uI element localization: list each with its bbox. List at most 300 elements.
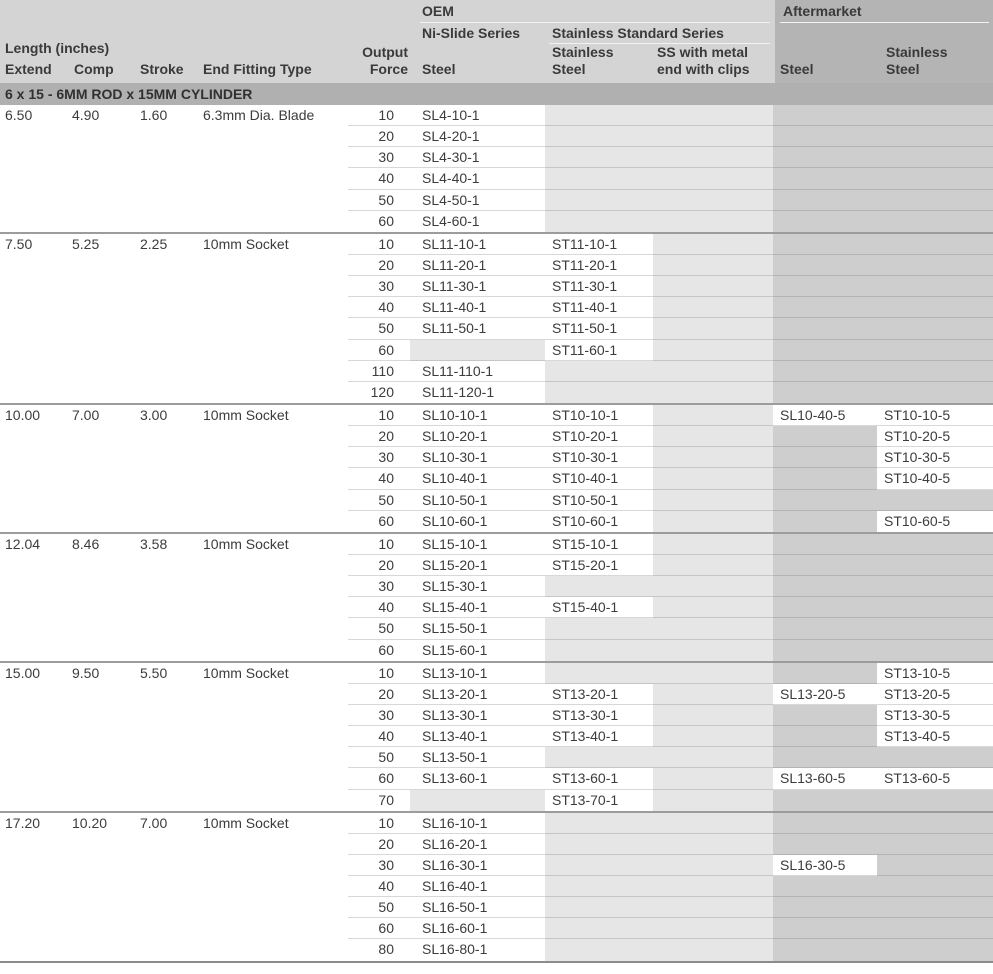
cell-output-force: 60 <box>348 640 410 661</box>
cell-stroke <box>135 597 200 618</box>
cell-stroke <box>135 684 200 705</box>
cell-comp <box>67 490 135 511</box>
cell-end-fitting: 10mm Socket <box>200 813 348 834</box>
table-row <box>0 705 993 726</box>
cell-output-force: 80 <box>348 939 410 960</box>
cell-oem-steel-part: SL13-60-1 <box>410 768 545 789</box>
cell-stroke <box>135 726 200 747</box>
cell-aftermarket-steel-part <box>773 468 877 489</box>
oem-section-label: OEM <box>422 3 454 19</box>
cell-stroke <box>135 834 200 855</box>
cell-aftermarket-steel-part <box>773 534 877 555</box>
cell-aftermarket-steel-part <box>773 340 877 361</box>
cell-aftermarket-stainless-part: ST10-30-5 <box>877 447 993 468</box>
cell-aftermarket-stainless-part <box>877 640 993 661</box>
cell-oem-steel-part: SL15-50-1 <box>410 618 545 639</box>
cell-extend <box>0 468 67 489</box>
cell-extend <box>0 490 67 511</box>
cell-end-fitting <box>200 168 348 189</box>
column-header-aftermarket-steel: Steel <box>780 61 814 77</box>
cell-comp <box>67 834 135 855</box>
column-header-end-fitting-type: End Fitting Type <box>203 61 312 77</box>
table-row <box>0 747 993 768</box>
cell-end-fitting <box>200 705 348 726</box>
column-header-aftermarket-stainless-steel: Stainless Steel <box>886 44 948 77</box>
cell-output-force: 50 <box>348 490 410 511</box>
cell-stroke <box>135 382 200 403</box>
cell-ss-metal-clips-part <box>653 684 773 705</box>
cell-oem-steel-part: SL4-60-1 <box>410 211 545 232</box>
cell-aftermarket-stainless-part <box>877 618 993 639</box>
cell-extend <box>0 318 67 339</box>
cell-oem-steel-part: SL16-80-1 <box>410 939 545 960</box>
cell-oem-stainless-part <box>545 190 653 211</box>
cell-oem-stainless-part: ST13-60-1 <box>545 768 653 789</box>
cell-oem-stainless-part: ST10-20-1 <box>545 426 653 447</box>
cell-output-force: 60 <box>348 211 410 232</box>
cell-ss-metal-clips-part <box>653 255 773 276</box>
cell-oem-steel-part: SL16-60-1 <box>410 918 545 939</box>
cell-stroke <box>135 705 200 726</box>
cell-aftermarket-stainless-part <box>877 855 993 876</box>
cell-stroke <box>135 747 200 768</box>
cell-stroke <box>135 768 200 789</box>
cell-extend <box>0 126 67 147</box>
cell-output-force: 30 <box>348 147 410 168</box>
cell-stroke <box>135 939 200 960</box>
cell-oem-steel-part: SL16-20-1 <box>410 834 545 855</box>
table-row <box>0 318 993 339</box>
cell-ss-metal-clips-part <box>653 190 773 211</box>
cell-aftermarket-steel-part <box>773 255 877 276</box>
cell-oem-steel-part: SL4-50-1 <box>410 190 545 211</box>
cell-output-force: 20 <box>348 126 410 147</box>
cell-oem-steel-part: SL11-40-1 <box>410 297 545 318</box>
cell-end-fitting <box>200 447 348 468</box>
cell-stroke <box>135 790 200 811</box>
cell-oem-stainless-part: ST10-60-1 <box>545 511 653 532</box>
length-inches-label: Length (inches) <box>5 40 110 56</box>
cell-extend <box>0 426 67 447</box>
cell-aftermarket-stainless-part <box>877 939 993 960</box>
cell-aftermarket-stainless-part <box>877 555 993 576</box>
cell-oem-stainless-part <box>545 747 653 768</box>
cell-aftermarket-stainless-part <box>877 490 993 511</box>
cell-ss-metal-clips-part <box>653 918 773 939</box>
cell-oem-stainless-part <box>545 918 653 939</box>
table-row <box>0 468 993 489</box>
table-row <box>0 255 993 276</box>
cell-output-force: 40 <box>348 876 410 897</box>
cell-stroke <box>135 147 200 168</box>
cell-extend <box>0 276 67 297</box>
table-row <box>0 168 993 189</box>
cell-comp <box>67 747 135 768</box>
table-row <box>0 555 993 576</box>
cell-stroke <box>135 918 200 939</box>
cell-aftermarket-stainless-part <box>877 276 993 297</box>
cell-ss-metal-clips-part <box>653 790 773 811</box>
cell-aftermarket-stainless-part <box>877 361 993 382</box>
cell-ss-metal-clips-part <box>653 147 773 168</box>
cell-oem-steel-part: SL15-40-1 <box>410 597 545 618</box>
cell-stroke: 7.00 <box>135 813 200 834</box>
cell-stroke <box>135 426 200 447</box>
cell-aftermarket-steel-part <box>773 555 877 576</box>
cell-extend <box>0 790 67 811</box>
table-row <box>0 105 993 126</box>
cell-aftermarket-stainless-part <box>877 790 993 811</box>
cell-ss-metal-clips-part <box>653 105 773 126</box>
cell-stroke <box>135 297 200 318</box>
cell-output-force: 70 <box>348 790 410 811</box>
cell-extend <box>0 705 67 726</box>
cell-oem-steel-part: SL11-50-1 <box>410 318 545 339</box>
cell-aftermarket-stainless-part <box>877 597 993 618</box>
cell-ss-metal-clips-part <box>653 768 773 789</box>
cell-oem-steel-part: SL11-30-1 <box>410 276 545 297</box>
cell-ss-metal-clips-part <box>653 468 773 489</box>
cell-aftermarket-steel-part <box>773 597 877 618</box>
cell-extend <box>0 855 67 876</box>
column-header-oem-steel: Steel <box>422 61 456 77</box>
cell-aftermarket-stainless-part: ST10-40-5 <box>877 468 993 489</box>
cell-output-force: 50 <box>348 318 410 339</box>
column-header-oem-stainless-steel: Stainless Steel <box>552 44 614 77</box>
cell-ss-metal-clips-part <box>653 382 773 403</box>
cell-aftermarket-stainless-part: ST10-10-5 <box>877 405 993 426</box>
table-row <box>0 576 993 597</box>
cell-extend: 17.20 <box>0 813 67 834</box>
table-row <box>0 939 993 960</box>
cell-ss-metal-clips-part <box>653 534 773 555</box>
cell-aftermarket-stainless-part <box>877 234 993 255</box>
cell-extend <box>0 618 67 639</box>
cell-oem-stainless-part <box>545 813 653 834</box>
cell-extend: 7.50 <box>0 234 67 255</box>
cell-comp: 4.90 <box>67 105 135 126</box>
column-header-ss-with-metal-end: SS with metal end with clips <box>657 44 750 77</box>
cell-aftermarket-steel-part <box>773 618 877 639</box>
cell-oem-steel-part: SL16-40-1 <box>410 876 545 897</box>
cell-comp <box>67 855 135 876</box>
table-row <box>0 897 993 918</box>
cell-extend: 15.00 <box>0 663 67 684</box>
cell-stroke <box>135 447 200 468</box>
cell-comp <box>67 555 135 576</box>
cell-aftermarket-steel-part <box>773 640 877 661</box>
cell-end-fitting <box>200 340 348 361</box>
product-group <box>0 661 993 811</box>
cell-aftermarket-stainless-part <box>877 834 993 855</box>
cell-oem-stainless-part: ST13-30-1 <box>545 705 653 726</box>
table-row <box>0 276 993 297</box>
cell-end-fitting <box>200 597 348 618</box>
cell-comp <box>67 576 135 597</box>
cell-aftermarket-steel-part <box>773 511 877 532</box>
cell-extend <box>0 576 67 597</box>
cell-aftermarket-stainless-part <box>877 190 993 211</box>
cell-end-fitting <box>200 918 348 939</box>
section-header: 6 x 15 - 6MM ROD x 15MM CYLINDER <box>0 83 993 105</box>
cell-oem-stainless-part <box>545 640 653 661</box>
cell-ss-metal-clips-part <box>653 234 773 255</box>
cell-aftermarket-stainless-part: ST13-60-5 <box>877 768 993 789</box>
cell-oem-stainless-part <box>545 105 653 126</box>
cell-output-force: 10 <box>348 405 410 426</box>
cell-extend <box>0 897 67 918</box>
cell-oem-steel-part: SL15-60-1 <box>410 640 545 661</box>
cell-ss-metal-clips-part <box>653 447 773 468</box>
cell-output-force: 40 <box>348 297 410 318</box>
cell-end-fitting <box>200 511 348 532</box>
cell-comp: 10.20 <box>67 813 135 834</box>
cell-output-force: 30 <box>348 447 410 468</box>
stainless-standard-series-label: Stainless Standard Series <box>552 25 724 41</box>
cell-extend <box>0 190 67 211</box>
cell-oem-steel-part: SL13-40-1 <box>410 726 545 747</box>
cell-oem-steel-part: SL15-30-1 <box>410 576 545 597</box>
cell-comp <box>67 382 135 403</box>
cell-comp <box>67 276 135 297</box>
cell-extend <box>0 876 67 897</box>
cell-end-fitting <box>200 318 348 339</box>
cell-stroke: 2.25 <box>135 234 200 255</box>
cell-comp <box>67 618 135 639</box>
cell-aftermarket-stainless-part: ST13-40-5 <box>877 726 993 747</box>
cell-oem-stainless-part: ST11-60-1 <box>545 340 653 361</box>
cell-oem-steel-part: SL11-110-1 <box>410 361 545 382</box>
cell-output-force: 30 <box>348 576 410 597</box>
cell-comp <box>67 211 135 232</box>
cell-end-fitting: 10mm Socket <box>200 234 348 255</box>
cell-ss-metal-clips-part <box>653 555 773 576</box>
cell-stroke <box>135 897 200 918</box>
cell-oem-stainless-part: ST15-40-1 <box>545 597 653 618</box>
cell-end-fitting: 6.3mm Dia. Blade <box>200 105 348 126</box>
cell-oem-stainless-part: ST11-40-1 <box>545 297 653 318</box>
cell-stroke <box>135 168 200 189</box>
cell-aftermarket-steel-part <box>773 705 877 726</box>
cell-output-force: 50 <box>348 897 410 918</box>
cell-extend <box>0 747 67 768</box>
cell-oem-steel-part: SL11-120-1 <box>410 382 545 403</box>
cell-extend <box>0 684 67 705</box>
cell-aftermarket-steel-part <box>773 876 877 897</box>
cell-aftermarket-steel-part: SL10-40-5 <box>773 405 877 426</box>
cell-aftermarket-steel-part <box>773 790 877 811</box>
cell-output-force: 30 <box>348 705 410 726</box>
cell-ss-metal-clips-part <box>653 405 773 426</box>
ni-slide-series-label: Ni-Slide Series <box>422 25 521 41</box>
cell-ss-metal-clips-part <box>653 297 773 318</box>
cell-oem-steel-part: SL13-20-1 <box>410 684 545 705</box>
cell-aftermarket-stainless-part: ST10-20-5 <box>877 426 993 447</box>
cell-oem-stainless-part: ST11-10-1 <box>545 234 653 255</box>
table-row <box>0 382 993 403</box>
cell-stroke <box>135 876 200 897</box>
cell-aftermarket-stainless-part: ST13-10-5 <box>877 663 993 684</box>
cell-ss-metal-clips-part <box>653 747 773 768</box>
table-row <box>0 234 993 255</box>
cell-oem-steel-part: SL13-30-1 <box>410 705 545 726</box>
cell-ss-metal-clips-part <box>653 618 773 639</box>
cell-oem-stainless-part <box>545 147 653 168</box>
cell-stroke <box>135 126 200 147</box>
cell-ss-metal-clips-part <box>653 897 773 918</box>
cell-ss-metal-clips-part <box>653 834 773 855</box>
cell-oem-stainless-part <box>545 618 653 639</box>
cell-output-force: 50 <box>348 618 410 639</box>
cell-output-force: 40 <box>348 597 410 618</box>
cell-stroke <box>135 276 200 297</box>
cell-output-force: 40 <box>348 468 410 489</box>
cell-aftermarket-stainless-part <box>877 813 993 834</box>
cell-extend <box>0 361 67 382</box>
cell-aftermarket-steel-part <box>773 747 877 768</box>
cell-oem-stainless-part: ST10-40-1 <box>545 468 653 489</box>
cell-oem-steel-part: SL13-50-1 <box>410 747 545 768</box>
cell-comp <box>67 447 135 468</box>
table-row <box>0 855 993 876</box>
cell-oem-steel-part: SL10-20-1 <box>410 426 545 447</box>
cell-extend <box>0 511 67 532</box>
cell-end-fitting: 10mm Socket <box>200 663 348 684</box>
cell-stroke <box>135 190 200 211</box>
cell-output-force: 60 <box>348 918 410 939</box>
table-row <box>0 726 993 747</box>
cell-stroke <box>135 618 200 639</box>
cell-output-force: 30 <box>348 276 410 297</box>
cell-comp <box>67 939 135 960</box>
cell-oem-steel-part: SL10-60-1 <box>410 511 545 532</box>
cell-aftermarket-stainless-part: ST13-30-5 <box>877 705 993 726</box>
cell-stroke <box>135 318 200 339</box>
cell-extend <box>0 768 67 789</box>
table-row <box>0 405 993 426</box>
cell-oem-steel-part: SL4-20-1 <box>410 126 545 147</box>
cell-extend <box>0 340 67 361</box>
cell-aftermarket-steel-part <box>773 361 877 382</box>
cell-oem-steel-part: SL4-40-1 <box>410 168 545 189</box>
cell-end-fitting <box>200 126 348 147</box>
cell-aftermarket-steel-part <box>773 813 877 834</box>
cell-oem-stainless-part <box>545 897 653 918</box>
cell-comp <box>67 768 135 789</box>
cell-end-fitting <box>200 211 348 232</box>
cell-aftermarket-steel-part <box>773 147 877 168</box>
table-row <box>0 813 993 834</box>
cell-oem-steel-part: SL15-10-1 <box>410 534 545 555</box>
column-header-stroke: Stroke <box>140 61 184 77</box>
cell-oem-stainless-part: ST10-50-1 <box>545 490 653 511</box>
cell-oem-steel-part: SL4-10-1 <box>410 105 545 126</box>
cell-extend <box>0 297 67 318</box>
cell-stroke <box>135 490 200 511</box>
cell-oem-steel-part: SL13-10-1 <box>410 663 545 684</box>
cell-end-fitting <box>200 276 348 297</box>
cell-end-fitting <box>200 190 348 211</box>
cell-aftermarket-stainless-part <box>877 318 993 339</box>
cell-end-fitting <box>200 382 348 403</box>
cell-end-fitting <box>200 834 348 855</box>
cell-aftermarket-steel-part <box>773 939 877 960</box>
cell-comp <box>67 255 135 276</box>
cell-stroke <box>135 361 200 382</box>
cell-aftermarket-stainless-part <box>877 340 993 361</box>
cell-end-fitting: 10mm Socket <box>200 534 348 555</box>
cell-output-force: 60 <box>348 340 410 361</box>
table-row <box>0 447 993 468</box>
cell-oem-stainless-part <box>545 211 653 232</box>
cell-comp <box>67 126 135 147</box>
cell-aftermarket-stainless-part <box>877 168 993 189</box>
cell-ss-metal-clips-part <box>653 426 773 447</box>
cell-end-fitting <box>200 361 348 382</box>
cell-aftermarket-stainless-part: ST10-60-5 <box>877 511 993 532</box>
cell-aftermarket-steel-part <box>773 297 877 318</box>
cell-end-fitting <box>200 147 348 168</box>
cell-comp <box>67 511 135 532</box>
cell-aftermarket-steel-part <box>773 918 877 939</box>
table-row <box>0 918 993 939</box>
cell-end-fitting: 10mm Socket <box>200 405 348 426</box>
cell-oem-steel-part: SL10-40-1 <box>410 468 545 489</box>
cell-oem-steel-part: SL16-10-1 <box>410 813 545 834</box>
cell-aftermarket-steel-part <box>773 126 877 147</box>
cell-aftermarket-steel-part <box>773 234 877 255</box>
cell-output-force: 40 <box>348 726 410 747</box>
cell-aftermarket-stainless-part <box>877 897 993 918</box>
cell-aftermarket-steel-part <box>773 168 877 189</box>
cell-oem-stainless-part <box>545 663 653 684</box>
cell-ss-metal-clips-part <box>653 640 773 661</box>
oem-underline <box>420 22 770 23</box>
cell-oem-steel-part: SL11-10-1 <box>410 234 545 255</box>
cell-comp <box>67 361 135 382</box>
cell-comp <box>67 426 135 447</box>
cell-comp <box>67 190 135 211</box>
cell-comp <box>67 726 135 747</box>
cell-comp <box>67 340 135 361</box>
cell-oem-stainless-part: ST10-10-1 <box>545 405 653 426</box>
cell-comp <box>67 918 135 939</box>
table-row <box>0 834 993 855</box>
cell-oem-stainless-part: ST11-20-1 <box>545 255 653 276</box>
cell-end-fitting <box>200 618 348 639</box>
cell-aftermarket-steel-part <box>773 447 877 468</box>
cell-comp <box>67 897 135 918</box>
cell-oem-stainless-part: ST13-20-1 <box>545 684 653 705</box>
cell-stroke: 1.60 <box>135 105 200 126</box>
cell-output-force: 10 <box>348 105 410 126</box>
cell-output-force: 20 <box>348 684 410 705</box>
cell-aftermarket-stainless-part: ST13-20-5 <box>877 684 993 705</box>
cell-extend <box>0 255 67 276</box>
cell-extend: 12.04 <box>0 534 67 555</box>
cell-output-force: 50 <box>348 190 410 211</box>
table-row <box>0 126 993 147</box>
table-row <box>0 426 993 447</box>
cell-oem-stainless-part: ST11-50-1 <box>545 318 653 339</box>
cell-aftermarket-steel-part <box>773 105 877 126</box>
cell-oem-stainless-part <box>545 876 653 897</box>
cell-oem-stainless-part <box>545 939 653 960</box>
cell-ss-metal-clips-part <box>653 126 773 147</box>
cell-comp <box>67 876 135 897</box>
table-row <box>0 147 993 168</box>
table-row <box>0 534 993 555</box>
